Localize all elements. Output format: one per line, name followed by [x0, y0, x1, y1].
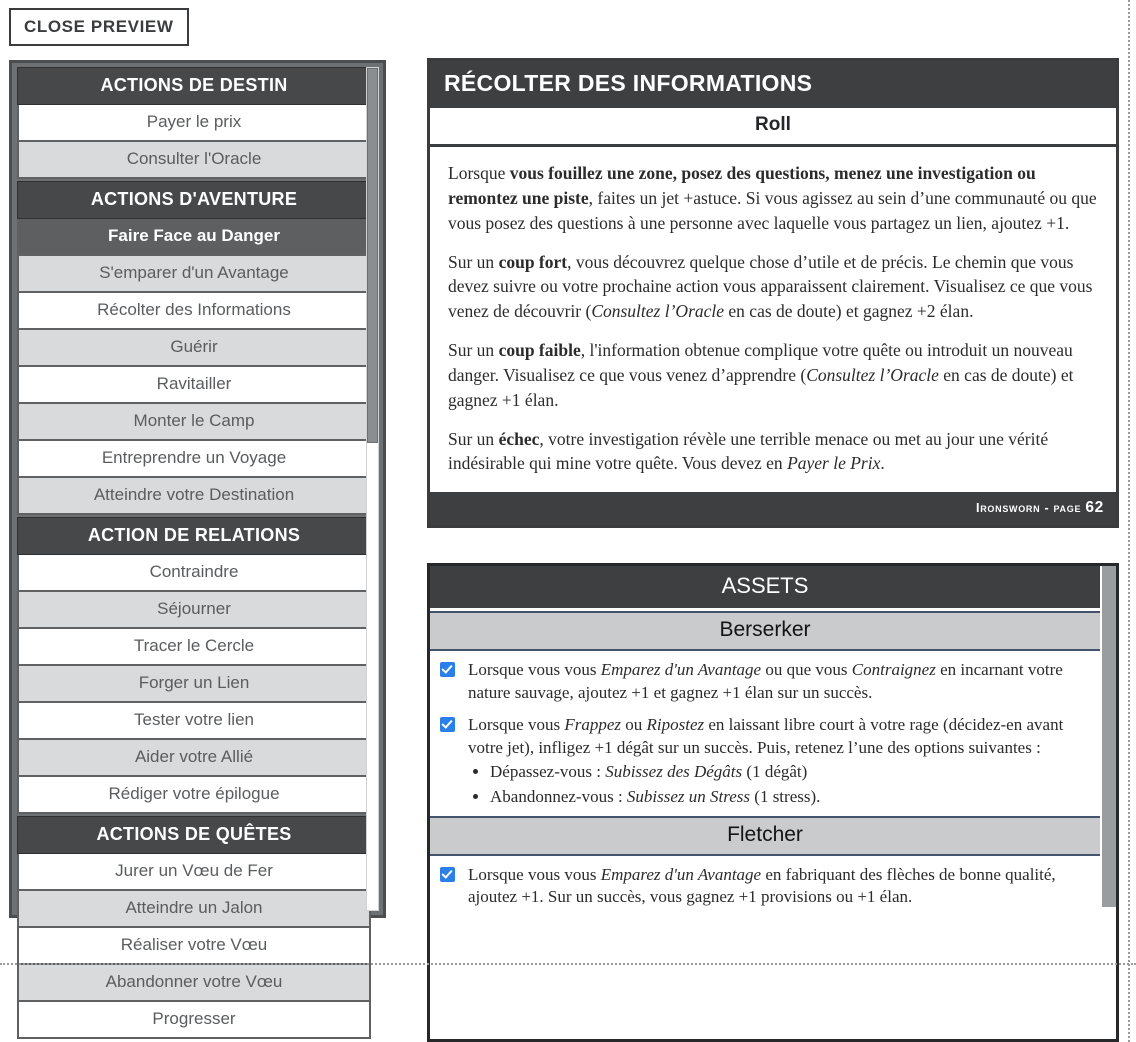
- move-card: [427, 58, 1119, 528]
- text-run: Abandonnez-vous :: [490, 787, 627, 807]
- moves-list: [17, 67, 371, 1039]
- assets-scrollbar-thumb[interactable]: [1102, 566, 1116, 907]
- text-run: en incarnant votre nature sauvage, ajoutez +1 et gagnez +1 élan sur un succès.: [468, 660, 1063, 702]
- moves-sidebar-scroll-area: [17, 67, 379, 1028]
- move-list-item[interactable]: Atteindre votre Destination: [17, 478, 371, 515]
- move-list-item[interactable]: Faire Face au Danger: [17, 219, 371, 256]
- assets-scrollbar[interactable]: [1102, 566, 1116, 1039]
- text-run: Emparez d'un Avantage: [600, 660, 762, 679]
- assets-panel: [427, 563, 1119, 1042]
- moves-sidebar: [9, 60, 386, 1028]
- move-list-item[interactable]: Payer le prix: [17, 105, 371, 142]
- text-run: Lorsque vous: [468, 715, 565, 735]
- assets-list: [430, 611, 1116, 913]
- asset-card-title[interactable]: Berserker: [430, 611, 1100, 651]
- move-list-item[interactable]: Atteindre un Jalon: [17, 891, 371, 928]
- move-body-text: [430, 147, 1116, 492]
- move-list-item[interactable]: Forger un Lien: [17, 666, 371, 703]
- page-break-horizontal: [0, 963, 1136, 965]
- move-detail-column: [427, 58, 1119, 528]
- move-list-item[interactable]: Abandonner votre Vœu: [17, 965, 371, 1002]
- asset-ability-option: [490, 761, 1084, 784]
- moves-group: [17, 816, 371, 1039]
- move-list-item[interactable]: Tester votre lien: [17, 703, 371, 740]
- move-list-item[interactable]: Récolter des Informations: [17, 293, 371, 330]
- checkbox-checked-icon[interactable]: [440, 662, 455, 677]
- assets-scroll-area: [430, 566, 1116, 1039]
- move-paragraph: [448, 338, 1098, 413]
- moves-group-heading: ACTION DE RELATIONS: [17, 517, 371, 555]
- move-paragraph: [448, 161, 1098, 236]
- asset-ability: [440, 714, 1084, 808]
- asset-card-title[interactable]: Fletcher: [430, 816, 1100, 856]
- move-list-item[interactable]: Contraindre: [17, 555, 371, 592]
- text-run: Lorsque: [448, 163, 510, 183]
- text-run: en cas de doute) et gagnez +2 élan.: [724, 301, 974, 322]
- moves-group-heading: ACTIONS D'AVENTURE: [17, 181, 371, 219]
- move-list-item[interactable]: Monter le Camp: [17, 404, 371, 441]
- text-run: Subissez un Stress: [626, 787, 751, 807]
- move-list-item[interactable]: Consulter l'Oracle: [17, 142, 371, 179]
- move-list-item[interactable]: Progresser: [17, 1002, 371, 1039]
- text-run: échec: [498, 428, 540, 449]
- text-run: Sur un: [448, 340, 499, 361]
- text-run: (1 stress).: [750, 787, 821, 807]
- move-list-item[interactable]: Réaliser votre Vœu: [17, 928, 371, 965]
- assets-heading: ASSETS: [430, 566, 1100, 608]
- move-subtitle: Roll: [430, 108, 1116, 147]
- sidebar-scrollbar[interactable]: [366, 67, 379, 911]
- text-run: Sur un: [448, 251, 499, 272]
- asset-ability-text: [468, 659, 1084, 704]
- sidebar-scrollbar-thumb[interactable]: [367, 68, 378, 443]
- move-source-footer: [430, 492, 1116, 525]
- text-run: coup faible: [498, 340, 581, 361]
- page-break-vertical: [1128, 0, 1130, 1042]
- asset-ability-options: [468, 761, 1084, 808]
- text-run: , vous découvrez quelque chose d’utile et de précis. Le chemin que vous devez suivre ou votre prochaine action vous apparaissent clairement. Visualisez ce que vous venez de découvrir (: [448, 251, 1093, 322]
- move-list-item[interactable]: Jurer un Vœu de Fer: [17, 854, 371, 891]
- move-source-label: Ironsworn - page: [976, 501, 1086, 516]
- asset-ability-list: [430, 651, 1100, 813]
- moves-group: [17, 67, 371, 179]
- checkbox-checked-icon[interactable]: [440, 867, 455, 882]
- text-run: Ripostez: [646, 715, 705, 735]
- move-list-item[interactable]: Entreprendre un Voyage: [17, 441, 371, 478]
- text-run: Frappez: [564, 715, 621, 735]
- text-run: Contraignez: [851, 660, 936, 679]
- move-list-item[interactable]: Ravitailler: [17, 367, 371, 404]
- move-paragraph: [448, 250, 1098, 325]
- move-list-item[interactable]: Aider votre Allié: [17, 740, 371, 777]
- moves-group: [17, 181, 371, 515]
- asset-ability: [440, 659, 1084, 704]
- text-run: , faites un jet +astuce. Si vous agissez au sein d’une communauté ou que vous posez des questions à une personne avec laquelle vous partagez un lien, ajoutez +1.: [448, 187, 1097, 233]
- text-run: en laissant libre court à votre rage (décidez-en avant votre jet), infligez +1 dégât sur un succès. Puis, retenez l’une des options suivantes :: [468, 715, 1064, 757]
- move-list-item[interactable]: Séjourner: [17, 592, 371, 629]
- asset-ability-text: [468, 864, 1084, 909]
- asset-ability-text: [468, 714, 1084, 808]
- asset-ability: [440, 864, 1084, 909]
- text-run: .: [880, 453, 885, 474]
- move-list-item[interactable]: S'emparer d'un Avantage: [17, 256, 371, 293]
- move-list-item[interactable]: Tracer le Cercle: [17, 629, 371, 666]
- move-title: RÉCOLTER DES INFORMATIONS: [430, 61, 1116, 108]
- text-run: en fabriquant des flèches de bonne qualité, ajoutez +1. Sur un succès, vous gagnez +1 provisions ou +1 élan.: [468, 864, 1056, 907]
- move-list-item[interactable]: Rédiger votre épilogue: [17, 777, 371, 814]
- checkbox-checked-icon[interactable]: [440, 717, 455, 732]
- text-run: (1 dégât): [742, 762, 808, 782]
- text-run: coup fort: [498, 251, 568, 272]
- asset-ability-option: [490, 786, 1084, 809]
- text-run: Lorsque vous vous: [468, 660, 601, 679]
- text-run: Emparez d'un Avantage: [600, 864, 762, 884]
- moves-group: [17, 517, 371, 814]
- text-run: Consultez l’Oracle: [591, 301, 725, 322]
- text-run: en cas de doute) et gagnez +1 élan.: [448, 364, 1074, 410]
- text-run: ou que vous: [761, 660, 852, 679]
- text-run: vous fouillez une zone, posez des questions, menez une investigation ou remontez une piste: [448, 163, 1036, 208]
- text-run: Consultez l’Oracle: [806, 364, 939, 385]
- text-run: , votre investigation révèle une terrible menace ou met au jour une vérité indésirable qui mine votre quête. Vous devez en: [448, 428, 1049, 474]
- close-preview-button[interactable]: CLOSE PREVIEW: [9, 8, 189, 46]
- text-run: Sur un: [448, 428, 499, 449]
- text-run: ou: [621, 715, 647, 735]
- move-page-number: 62: [1085, 499, 1104, 517]
- text-run: Payer le Prix: [787, 453, 881, 474]
- moves-group-heading: ACTIONS DE DESTIN: [17, 67, 371, 105]
- text-run: , l'information obtenue complique votre quête ou introduit un nouveau danger. Visualisez ce que vous venez d’apprendre (: [448, 340, 1073, 385]
- text-run: Subissez des Dégâts: [605, 762, 743, 782]
- text-run: Lorsque vous vous: [468, 864, 601, 884]
- move-paragraph: [448, 427, 1098, 477]
- moves-group-heading: ACTIONS DE QUÊTES: [17, 816, 371, 854]
- move-list-item[interactable]: Guérir: [17, 330, 371, 367]
- asset-ability-list: [430, 856, 1100, 913]
- text-run: Dépassez-vous :: [490, 762, 606, 782]
